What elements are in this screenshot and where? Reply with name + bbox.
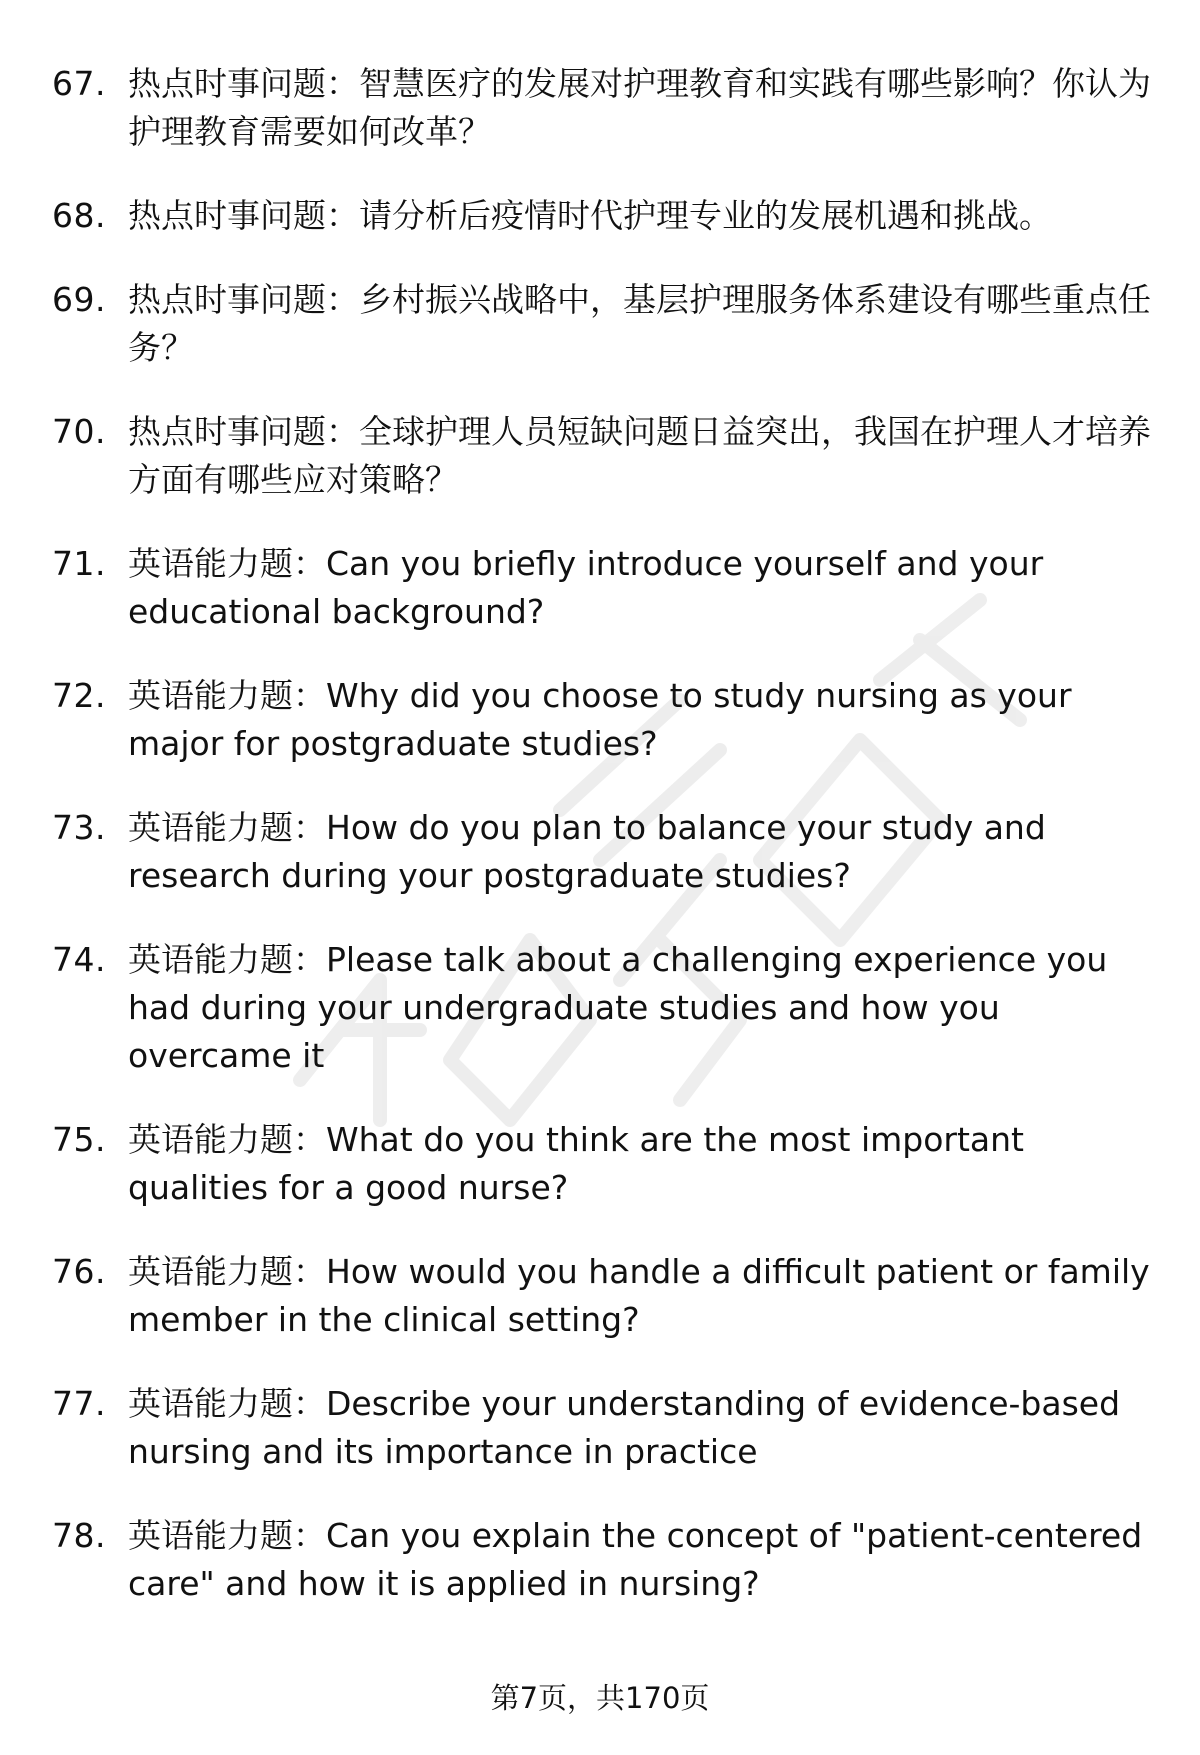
question-list: [52, 60, 1162, 1644]
question-text: 热点时事问题：智慧医疗的发展对护理教育和实践有哪些影响？你认为护理教育需要如何改革？: [128, 64, 1151, 151]
question-text: 英语能力题：What do you think are the most important qualities for a good nurse?: [128, 1120, 1024, 1207]
question-text: 英语能力题：Please talk about a challenging experience you had during your undergraduate studies and how you overcame it: [128, 940, 1108, 1075]
page-number-label: 第7页，共170页: [490, 1681, 710, 1715]
question-text: 英语能力题：How do you plan to balance your study and research during your postgraduate studies?: [128, 808, 1046, 895]
page-footer: [0, 1678, 1200, 1718]
question-text: 英语能力题：How would you handle a difficult patient or family member in the clinical setting?: [128, 1252, 1150, 1339]
question-number: 73.: [52, 808, 106, 847]
list-item: [52, 1248, 1162, 1344]
list-item: [52, 276, 1162, 372]
question-number: 69.: [52, 280, 106, 319]
question-number: 70.: [52, 412, 106, 451]
question-number: 76.: [52, 1252, 106, 1291]
list-item: [52, 1380, 1162, 1476]
list-item: [52, 672, 1162, 768]
list-item: [52, 408, 1162, 504]
question-text: 英语能力题：Describe your understanding of evidence-based nursing and its importance in practice: [128, 1384, 1121, 1471]
list-item: [52, 60, 1162, 156]
question-text: 热点时事问题：乡村振兴战略中，基层护理服务体系建设有哪些重点任务？: [128, 280, 1151, 367]
question-number: 71.: [52, 544, 106, 583]
question-number: 75.: [52, 1120, 106, 1159]
list-item: [52, 1512, 1162, 1608]
question-number: 68.: [52, 196, 106, 235]
question-text: 热点时事问题：请分析后疫情时代护理专业的发展机遇和挑战。: [128, 196, 1052, 235]
list-item: [52, 804, 1162, 900]
list-item: [52, 192, 1162, 240]
question-text: 英语能力题：Can you explain the concept of "patient-centered care" and how it is applied in nursing?: [128, 1516, 1143, 1603]
question-number: 74.: [52, 940, 106, 979]
list-item: [52, 1116, 1162, 1212]
question-text: 英语能力题：Why did you choose to study nursing as your major for postgraduate studies?: [128, 676, 1072, 763]
question-number: 67.: [52, 64, 106, 103]
question-number: 77.: [52, 1384, 106, 1423]
question-number: 78.: [52, 1516, 106, 1555]
question-text: 热点时事问题：全球护理人员短缺问题日益突出，我国在护理人才培养方面有哪些应对策略？: [128, 412, 1151, 499]
question-number: 72.: [52, 676, 106, 715]
list-item: [52, 936, 1162, 1080]
question-text: 英语能力题：Can you briefly introduce yourself and your educational background?: [128, 544, 1044, 631]
list-item: [52, 540, 1162, 636]
